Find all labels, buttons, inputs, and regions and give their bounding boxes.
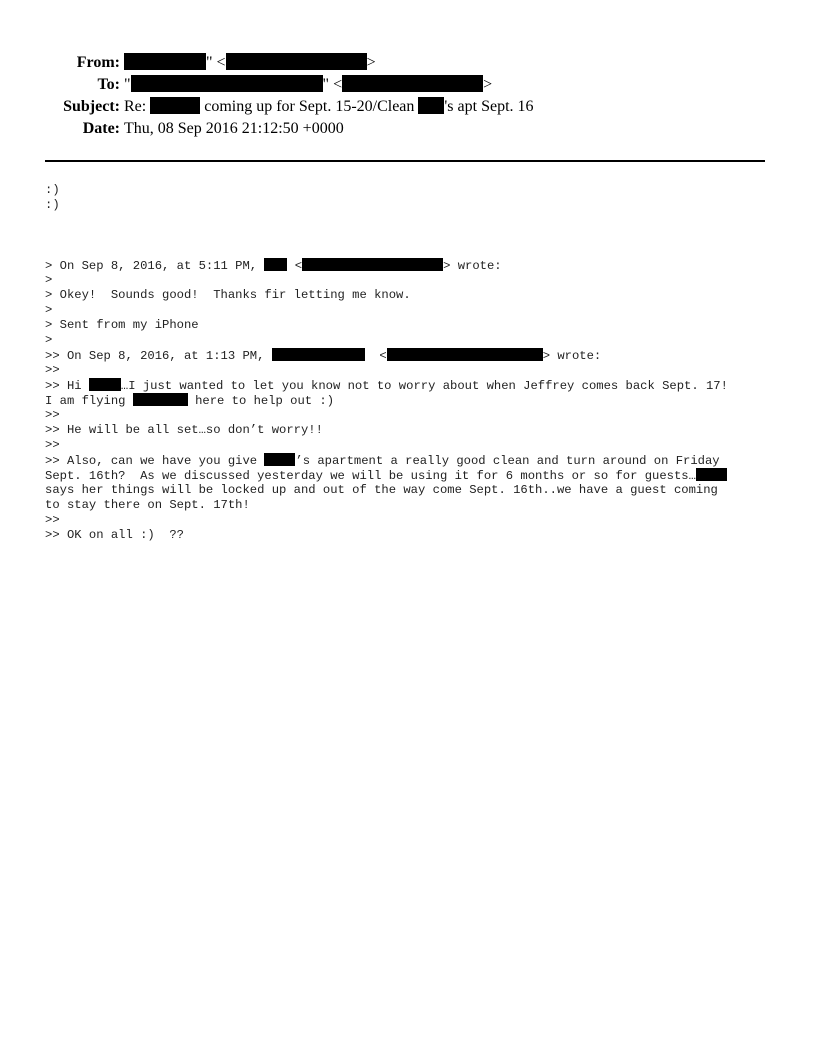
- redaction-subject-2: [418, 97, 444, 114]
- date-value: Thu, 08 Sep 2016 21:12:50 +0000: [124, 120, 344, 137]
- subject-row: [0, 96, 816, 118]
- redaction: [387, 348, 543, 361]
- quote-line: >: [45, 273, 53, 287]
- quote-line: >> OK on all :) ??: [45, 528, 184, 542]
- redaction-recipient-name: [131, 75, 323, 92]
- redaction-subject-1: [150, 97, 200, 114]
- redaction-recipient-email: [342, 75, 483, 92]
- quote-line: >>: [45, 408, 60, 422]
- quote-line: > Okey! Sounds good! Thanks fir letting me know.: [45, 288, 411, 302]
- redaction-sender-name: [124, 53, 206, 70]
- subject-label: Subject:: [63, 98, 120, 115]
- quote-line: >>: [45, 363, 60, 377]
- quote-line: >> Hi …I just wanted to let you know not to worry about when Jeffrey comes back Sept. 17!: [45, 379, 728, 393]
- subject-text-2: coming up for Sept. 15-20/Clean: [200, 98, 419, 115]
- date-label: Date:: [82, 120, 120, 137]
- quote-line: >> Also, can we have you give ’s apartment a really good clean and turn around on Friday: [45, 454, 720, 468]
- quote-line: > On Sep 8, 2016, at 5:11 PM, < > wrote:: [45, 259, 502, 273]
- email-header: [0, 52, 816, 140]
- redaction: [696, 468, 727, 481]
- subject-text-3: 's apt Sept. 16: [444, 98, 534, 115]
- redaction: [272, 348, 365, 361]
- quote-line: > Sent from my iPhone: [45, 318, 199, 332]
- redaction: [89, 378, 121, 391]
- to-value: " " < >: [124, 76, 493, 93]
- subject-value: [124, 96, 534, 118]
- quote-line: >>: [45, 438, 60, 452]
- email-body: [45, 183, 785, 543]
- date-row: [0, 118, 816, 140]
- from-label: From:: [76, 54, 120, 71]
- from-value: " < >: [124, 52, 376, 74]
- reply-line: :): [45, 183, 60, 197]
- redaction: [264, 258, 287, 271]
- to-row: [0, 74, 816, 96]
- quote-line: Sept. 16th? As we discussed yesterday we will be using it for 6 months or so for guests…: [45, 468, 785, 483]
- redaction: [264, 453, 295, 466]
- from-row: [0, 52, 816, 74]
- header-divider: [45, 160, 765, 162]
- quote-line: >>: [45, 513, 60, 527]
- spacer: [45, 213, 785, 258]
- reply-line: :): [45, 198, 60, 212]
- redaction-sender-email: [226, 53, 367, 70]
- redaction: [133, 393, 188, 406]
- quote-line: >: [45, 333, 53, 347]
- subject-text-1: Re:: [124, 98, 151, 115]
- quote-line: to stay there on Sept. 17th!: [45, 498, 250, 512]
- quote-line: says her things will be locked up and out of the way come Sept. 16th..we have a guest coming: [45, 483, 718, 497]
- quote-line: >: [45, 303, 53, 317]
- redaction: [302, 258, 443, 271]
- quote-line: >> He will be all set…so don’t worry!!: [45, 423, 323, 437]
- quote-line: I am flying here to help out :): [45, 394, 335, 408]
- to-label: To:: [97, 76, 120, 93]
- quote-line: >> On Sep 8, 2016, at 1:13 PM, < > wrote:: [45, 349, 602, 363]
